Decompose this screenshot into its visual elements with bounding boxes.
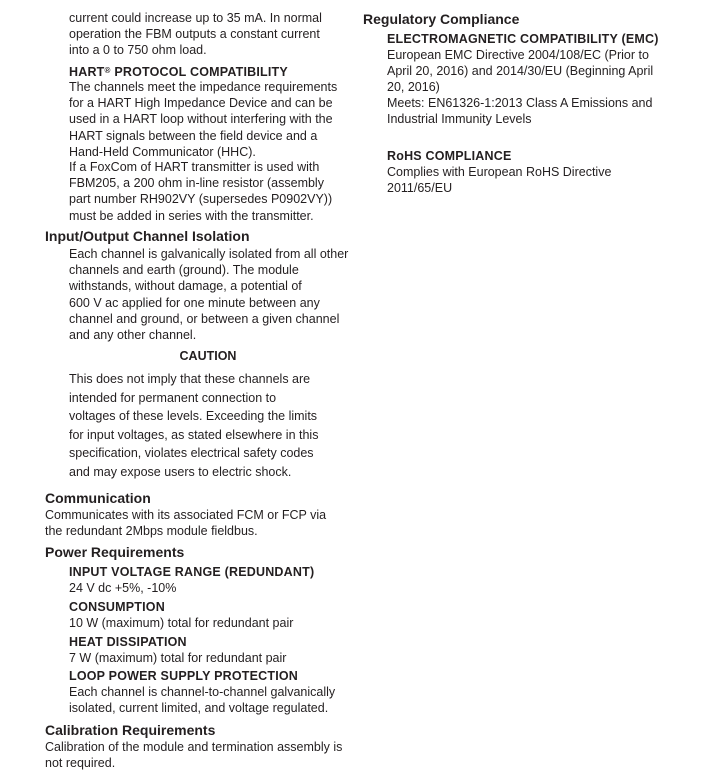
calibration-text: Calibration of the module and termination assembly is not required. <box>45 740 343 771</box>
hart-resistor-text: If a FoxCom of HART transmitter is used with FBM205, a 200 ohm in-line resistor (assembly part number RH902VY (supersedes P0902VY)) must be added in series with the transmitter. <box>69 160 333 223</box>
isolation-heading: Input/Output Channel Isolation <box>45 228 250 244</box>
heat-dissipation-value: 7 W (maximum) total for redundant pair <box>69 651 287 665</box>
communication-heading: Communication <box>45 490 151 506</box>
hart-heading-label: HART <box>69 65 105 79</box>
caution-heading: CAUTION <box>179 349 237 363</box>
registered-mark: ® <box>104 66 111 75</box>
hart-compatibility-heading <box>69 63 288 80</box>
heat-dissipation-heading: HEAT DISSIPATION <box>69 635 187 649</box>
hart-impedance-text: The channels meet the impedance requirements for a HART High Impedance Device and can be used in a HART loop without interfering with the HART signals between the field device and a Hand-Held Communicator (HHC). <box>69 80 338 159</box>
output-current-text: current could increase up to 35 mA. In normal operation the FBM outputs a constant current into a 0 to 750 ohm load. <box>69 11 322 58</box>
rohs-text: Complies with European RoHS Directive 2011/65/EU <box>387 165 612 196</box>
hart-heading-rest: PROTOCOL COMPATIBILITY <box>110 65 288 79</box>
emc-heading: ELECTROMAGNETIC COMPATIBILITY (EMC) <box>387 32 659 46</box>
consumption-heading: CONSUMPTION <box>69 600 165 614</box>
loop-power-protection-heading: LOOP POWER SUPPLY PROTECTION <box>69 669 299 683</box>
caution-text: This does not imply that these channels are intended for permanent connection to voltages of these levels. Exceeding the limits for input voltages, as stated elsewhere in this specification, violates electrical safety codes and may expose users to electric shock. <box>69 372 319 479</box>
loop-power-protection-text: Each channel is channel-to-channel galvanically isolated, current limited, and voltage regulated. <box>69 685 336 716</box>
communication-text: Communicates with its associated FCM or FCP via the redundant 2Mbps module fieldbus. <box>45 508 327 539</box>
isolation-text: Each channel is galvanically isolated from all other channels and earth (ground). The module withstands, without damage, a potential of 600 V ac applied for one minute between any channel and ground, or between a given channel and any other channel. <box>69 247 349 343</box>
emc-directive-text: European EMC Directive 2004/108/EC (Prior to April 20, 2016) and 2014/30/EU (Beginning April 20, 2016) <box>387 48 654 95</box>
regulatory-compliance-heading: Regulatory Compliance <box>363 11 520 27</box>
input-voltage-heading: INPUT VOLTAGE RANGE (REDUNDANT) <box>69 565 315 579</box>
calibration-heading: Calibration Requirements <box>45 722 216 738</box>
rohs-heading: RoHS COMPLIANCE <box>387 149 512 163</box>
power-requirements-heading: Power Requirements <box>45 544 185 560</box>
consumption-value: 10 W (maximum) total for redundant pair <box>69 616 294 630</box>
input-voltage-value: 24 V dc +5%, -10% <box>69 581 177 595</box>
emc-meets-text: Meets: EN61326-1:2013 Class A Emissions and Industrial Immunity Levels <box>387 96 653 127</box>
